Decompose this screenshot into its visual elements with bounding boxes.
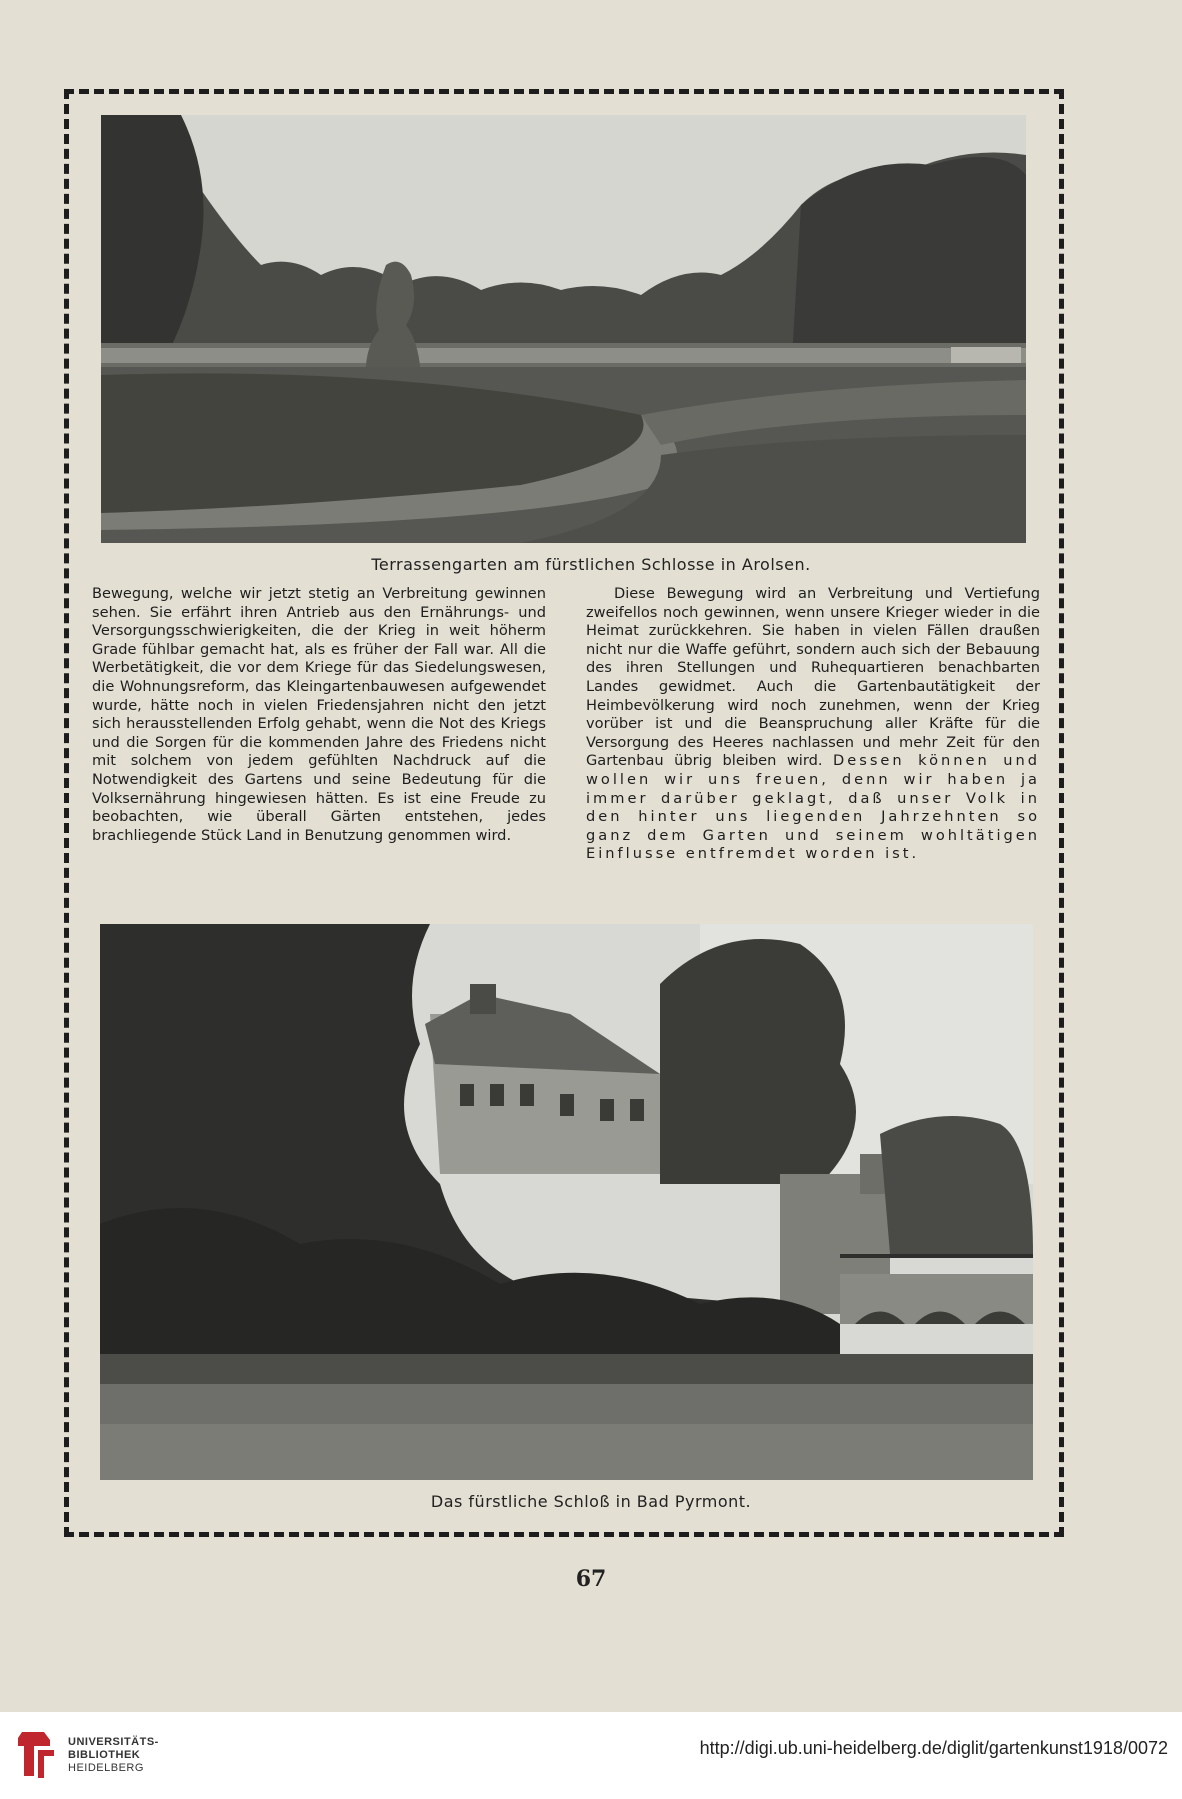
- library-name: [68, 1736, 159, 1775]
- library-footer: [0, 1712, 1182, 1799]
- paragraph-left-1: Bewegung, welche wir jetzt stetig an Verbreitung gewinnen sehen. Sie erfährt ihren Antrieb aus den Ernährungs- und Versorgungsschwierigkeiten, die der Krieg in weit höherm Grade fühlbar gemacht hat, als es früher der Fall war. All die Werbetätigkeit, die vor dem Kriege für das Siedelungswesen, die Wohnungsreform, das Kleingartenbauwesen aufgewendet wurde, hätte noch in vielen Friedensjahren nicht den jetzt sich herausstellenden Erfolg gehabt, wenn die Not des Kriegs und die Sorgen für die kommenden Jahre des Friedens nicht mit solchem von jedem gefühlten Nachdruck auf die Notwendigkeit des Gartens und seine Bedeutung für die Volksernährung hingewiesen hätten. Es ist eine Freude zu beobachten, wie überall Gärten entstehen, jedes brachliegende Stück Land in Benutzung genommen wird.: [92, 585, 546, 844]
- photo-castle-bad-pyrmont: [100, 924, 1033, 1480]
- photo-terrace-garden-arolsen: [101, 115, 1026, 543]
- caption-bottom-photo: Das fürstliche Schloß in Bad Pyrmont.: [430, 1492, 752, 1511]
- text-column-right: [586, 585, 1040, 864]
- text-column-left: [92, 585, 546, 845]
- page-number: 67: [575, 1566, 607, 1592]
- paragraph-right-1: [586, 585, 1040, 864]
- university-library-logo-icon: [14, 1726, 58, 1784]
- paragraph-right-normal: Diese Bewegung wird an Verbreitung und Vertiefung zweifellos noch gewinnen, wenn unsere Krieger wieder in die Heimat zurückkehren. Sie haben in vielen Fällen draußen nicht nur die Waffe geführt, sondern auch sich der Bebauung des ihren Stellungen und Ruhequartieren benachbarten Landes gewidmet. Auch die Gartenbautätigkeit der Heimbevölkerung wird noch zunehmen, wenn der Krieg vorüber ist und die Beanspruchung aller Kräfte für die Versorgung des Heeres nachlassen und mehr Zeit für den Gartenbau übrig bleiben wird.: [586, 585, 1040, 770]
- paragraph-right-spaced: Dessen können und wollen wir uns freuen, denn wir haben ja immer darüber geklagt, daß unser Volk in den hinter uns liegenden Jahrzehnten so ganz dem Garten und seinem wohltätigen Einflusse entfremdet worden ist.: [586, 752, 1041, 863]
- caption-top-photo: Terrassengarten am fürstlichen Schlosse in Arolsen.: [371, 555, 811, 574]
- library-name-line1: UNIVERSITÄTS-: [68, 1736, 159, 1748]
- library-name-line3: HEIDELBERG: [68, 1762, 144, 1774]
- library-name-line2: BIBLIOTHEK: [68, 1749, 141, 1761]
- source-url-link[interactable]: http://digi.ub.uni-heidelberg.de/diglit/gartenkunst1918/0072: [699, 1738, 1168, 1758]
- photo-castle-image: [100, 924, 1033, 1480]
- photo-terrace-garden-image: [101, 115, 1026, 543]
